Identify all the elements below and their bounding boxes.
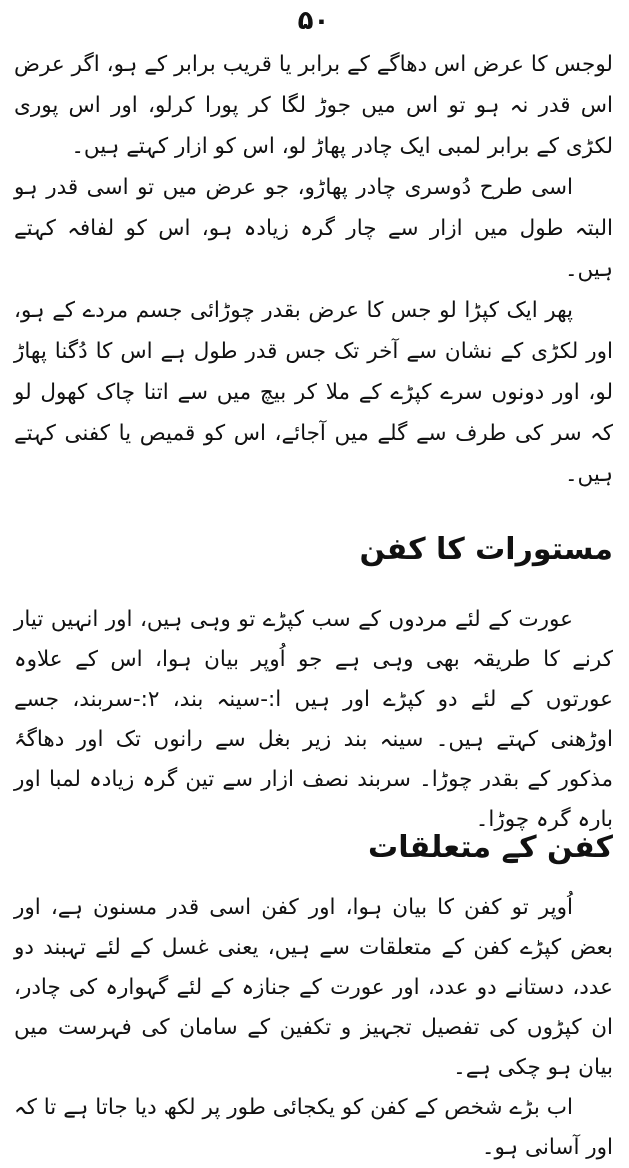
section-heading-women-kafan: مستورات کا کفن [359, 532, 613, 567]
paragraph-lifafa: اسی طرح دُوسری چادر پھاڑو، جو عرض میں تو اسی قدر ہو البتہ طول میں ازار سے چار گرہ زیادہ ہو، اس کو لفافہ کہتے ہیں۔ [14, 175, 613, 282]
section-heading-kafan-accessories: کفن کے متعلقات [368, 830, 613, 865]
paragraph-izar: لوجس کا عرض اس دھاگے کے برابر یا قریب برابر کے ہو، اگر عرض اس قدر نہ ہو تو اس میں جوڑ لگا کر پورا کرلو، اور اس پوری لکڑی کے برابر لمبی ایک چادر پھاڑ لو، اس کو ازار کہتے ہیں۔ [14, 52, 613, 159]
paragraph-qamees: پھر ایک کپڑا لو جس کا عرض بقدر چوڑائی جسم مردے کے ہو، اور لکڑی کے نشان سے آخر تک جس قدر طول ہے اس کا دُگنا پھاڑ لو، اور دونوں سرے کپڑے کے ملا کر بیچ میں سے اتنا چاک کھول لو کہ سر کی طرف سے گلے میں آجائے، اس کو قمیص یا کفنی کہتے ہیں۔ [14, 298, 613, 487]
section-women-kafan [14, 600, 613, 840]
page-number: ۵۰ [297, 6, 330, 36]
section-kafan-details [14, 44, 613, 495]
paragraph-closing: اب بڑے شخص کے کفن کو یکجائی طور پر لکھ دیا جاتا ہے تا کہ اور آسانی ہو۔ [14, 1095, 613, 1160]
paragraph-women-kafan: عورت کے لئے مردوں کے سب کپڑے تو وہی ہیں، اور انہیں تیار کرنے کا طریقہ بھی وہی ہے جو اُوپر بیان ہوا، اس کے علاوہ عورتوں کے لئے دو کپڑے اور ہیں ا:-سینہ بند، ۲:-سربند، جسے اوڑھنی کہتے ہیں۔ سینہ بند زیر بغل سے رانوں تک اور دھاگۂ مذکور کے بقدر چوڑا۔ سربند نصف ازار سے تین گرہ زیادہ لمبا اور بارہ گرہ چوڑا۔ [14, 607, 613, 832]
section-kafan-accessories [14, 888, 613, 1168]
paragraph-accessories: اُوپر تو کفن کا بیان ہوا، اور کفن اسی قدر مسنون ہے، اور بعض کپڑے کفن کے متعلقات سے ہیں، یعنی غسل کے لئے تہبند دو عدد، دستانے دو عدد، اور عورت کے جنازہ کے لئے گہوارہ کی چادر، ان کپڑوں کی تفصیل تجہیز و تکفین کے سامان کی فہرست میں بیان ہو چکی ہے۔ [14, 895, 613, 1080]
